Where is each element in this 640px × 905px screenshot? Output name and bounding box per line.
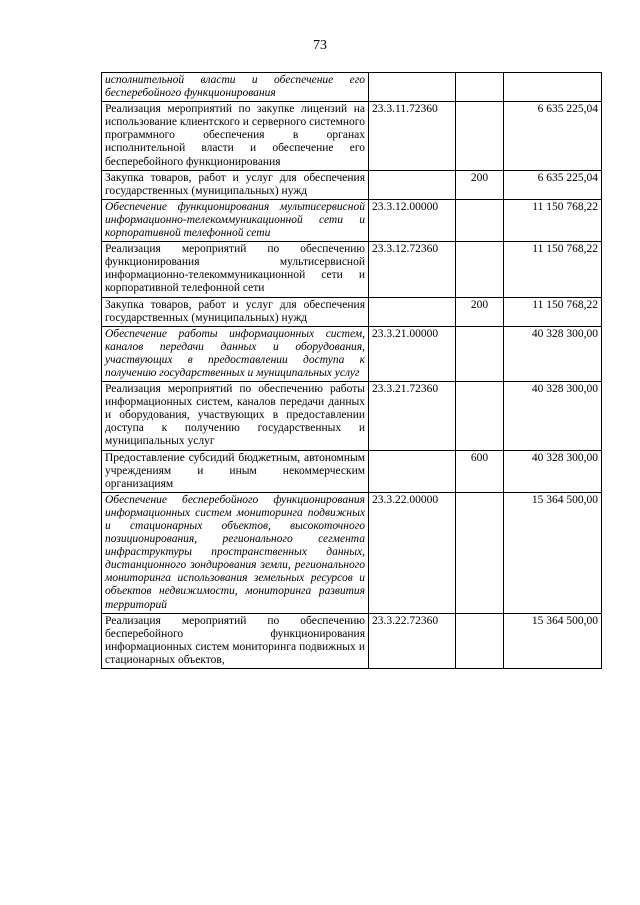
table-row — [102, 242, 602, 297]
row-amount-cell: 40 328 300,00 — [504, 450, 602, 492]
row-name-cell: Предоставление субсидий бюджетным, автономным учреждениям и иным некоммерческим организациям — [102, 450, 369, 492]
row-amount-cell — [504, 73, 602, 102]
row-amount-cell: 11 150 768,22 — [504, 199, 602, 241]
row-code-cell: 23.3.21.72360 — [369, 382, 456, 450]
row-expense-type-cell — [456, 382, 504, 450]
row-amount-cell: 15 364 500,00 — [504, 613, 602, 668]
row-name-cell: Реализация мероприятий по обеспечению функционирования мультисервисной информационно-телекоммуникационной сети и корпоративной телефонной сети — [102, 242, 369, 297]
row-name-cell: Обеспечение работы информационных систем, каналов передачи данных и оборудования, участвующих в предоставлении доступа к получению государственных и муниципальных услуг — [102, 326, 369, 381]
row-expense-type-cell: 600 — [456, 450, 504, 492]
row-code-cell — [369, 297, 456, 326]
table-row — [102, 102, 602, 170]
row-code-cell: 23.3.11.72360 — [369, 102, 456, 170]
row-amount-cell: 11 150 768,22 — [504, 242, 602, 297]
row-name-cell: Обеспечение бесперебойного функционирования информационных систем мониторинга подвижных и стационарных объектов, высокоточного позиционирования, регионального сегмента инфраструктуры пространственных данных, дистанционного зондирования земли, регионального мониторинга использования земельных ресурсов и объектов недвижимости, мониторинга развития территорий — [102, 492, 369, 613]
row-name-cell: Закупка товаров, работ и услуг для обеспечения государственных (муниципальных) нужд — [102, 170, 369, 199]
row-expense-type-cell — [456, 242, 504, 297]
row-amount-cell: 6 635 225,04 — [504, 102, 602, 170]
row-expense-type-cell: 200 — [456, 297, 504, 326]
row-expense-type-cell: 200 — [456, 170, 504, 199]
row-name-cell: Реализация мероприятий по обеспечению работы информационных систем, каналов передачи данных и оборудования, участвующих в предоставлении доступа к получению государственных и муниципальных услуг — [102, 382, 369, 450]
row-expense-type-cell — [456, 613, 504, 668]
row-code-cell: 23.3.22.00000 — [369, 492, 456, 613]
table-row — [102, 450, 602, 492]
budget-table — [101, 72, 602, 669]
row-name-cell: Обеспечение функционирования мультисервисной информационно-телекоммуникационной сети и корпоративной телефонной сети — [102, 199, 369, 241]
row-code-cell — [369, 170, 456, 199]
table-row — [102, 492, 602, 613]
row-expense-type-cell — [456, 102, 504, 170]
row-expense-type-cell — [456, 73, 504, 102]
table-row — [102, 613, 602, 668]
page-number: 73 — [313, 38, 327, 53]
table-row — [102, 73, 602, 102]
row-expense-type-cell — [456, 326, 504, 381]
row-expense-type-cell — [456, 492, 504, 613]
row-code-cell: 23.3.22.72360 — [369, 613, 456, 668]
row-code-cell: 23.3.12.00000 — [369, 199, 456, 241]
row-code-cell: 23.3.21.00000 — [369, 326, 456, 381]
row-code-cell — [369, 73, 456, 102]
row-name-cell: Реализация мероприятий по закупке лицензий на использование клиентского и серверного системного программного обеспечения в органах исполнительной власти и обеспечение его бесперебойного функционирования — [102, 102, 369, 170]
row-code-cell: 23.3.12.72360 — [369, 242, 456, 297]
row-amount-cell: 40 328 300,00 — [504, 382, 602, 450]
row-name-cell: Закупка товаров, работ и услуг для обеспечения государственных (муниципальных) нужд — [102, 297, 369, 326]
row-amount-cell: 40 328 300,00 — [504, 326, 602, 381]
row-code-cell — [369, 450, 456, 492]
row-amount-cell: 6 635 225,04 — [504, 170, 602, 199]
table-row — [102, 326, 602, 381]
row-name-cell: Реализация мероприятий по обеспечению бесперебойного функционирования информационных систем мониторинга подвижных и стационарных объектов, — [102, 613, 369, 668]
row-name-cell: исполнительной власти и обеспечение его бесперебойного функционирования — [102, 73, 369, 102]
row-amount-cell: 15 364 500,00 — [504, 492, 602, 613]
row-expense-type-cell — [456, 199, 504, 241]
table-row — [102, 199, 602, 241]
table-row — [102, 170, 602, 199]
table-row — [102, 297, 602, 326]
row-amount-cell: 11 150 768,22 — [504, 297, 602, 326]
table-row — [102, 382, 602, 450]
